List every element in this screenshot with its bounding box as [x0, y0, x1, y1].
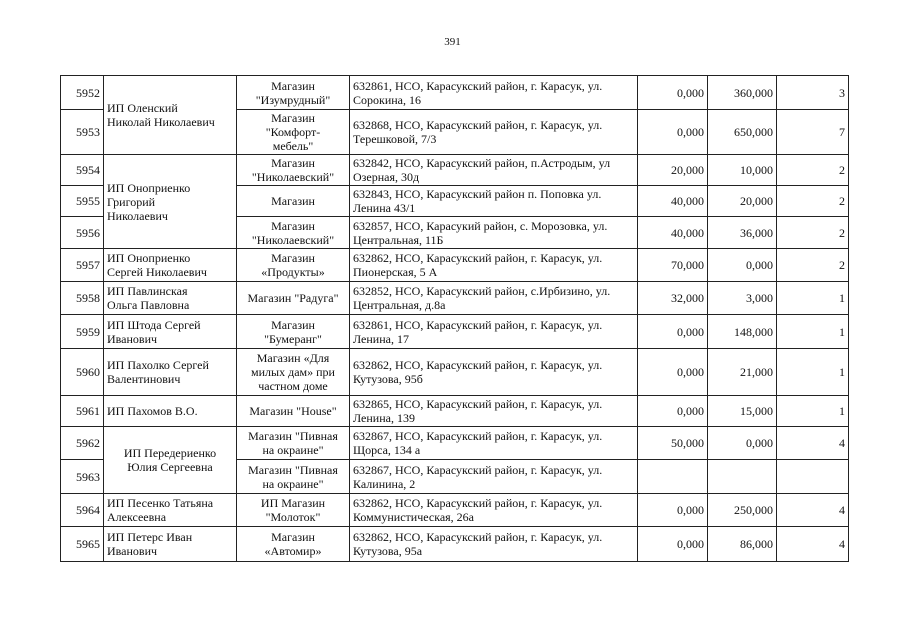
value-1: 0,000	[638, 315, 708, 349]
row-number: 5953	[61, 110, 104, 155]
value-3: 1	[777, 396, 849, 427]
value-3: 1	[777, 315, 849, 349]
object-name: Магазин "Николаевский"	[237, 217, 350, 249]
object-address: 632857, НСО, Карасукий район, с. Морозовка, ул. Центральная, 11Б	[350, 217, 638, 249]
row-number: 5962	[61, 427, 104, 460]
value-1: 0,000	[638, 110, 708, 155]
value-2: 360,000	[708, 76, 777, 110]
row-number: 5952	[61, 76, 104, 110]
owner-name: ИП Оноприенко Сергей Николаевич	[104, 249, 237, 282]
object-name: Магазин "Пивная на окраине"	[237, 460, 350, 494]
value-1: 32,000	[638, 282, 708, 315]
object-address: 632862, НСО, Карасукский район, г. Карасук, ул. Пионерская, 5 А	[350, 249, 638, 282]
row-number: 5956	[61, 217, 104, 249]
value-3: 1	[777, 349, 849, 396]
value-2: 650,000	[708, 110, 777, 155]
value-1: 0,000	[638, 527, 708, 562]
table-row	[61, 315, 849, 349]
owner-name: ИП Оноприенко Григорий Николаевич	[104, 155, 237, 249]
shops-registry-table	[60, 75, 849, 562]
value-3	[777, 460, 849, 494]
owner-name: ИП Передериенко Юлия Сергеевна	[104, 427, 237, 494]
table-row	[61, 282, 849, 315]
object-address: 632842, НСО, Карасукский район, п.Астродым, ул Озерная, 30д	[350, 155, 638, 186]
value-2: 0,000	[708, 427, 777, 460]
value-1: 50,000	[638, 427, 708, 460]
object-name: Магазин "Комфорт- мебель"	[237, 110, 350, 155]
value-2: 21,000	[708, 349, 777, 396]
object-name: Магазин «Для милых дам» при частном доме	[237, 349, 350, 396]
object-name: ИП Магазин "Молоток"	[237, 494, 350, 527]
table-row	[61, 494, 849, 527]
value-2: 0,000	[708, 249, 777, 282]
owner-name: ИП Штода Сергей Иванович	[104, 315, 237, 349]
object-name: Магазин "House"	[237, 396, 350, 427]
object-name: Магазин "Николаевский"	[237, 155, 350, 186]
object-address: 632861, НСО, Карасукский район, г. Карасук, ул. Сорокина, 16	[350, 76, 638, 110]
object-name: Магазин "Пивная на окраине"	[237, 427, 350, 460]
value-3: 3	[777, 76, 849, 110]
object-address: 632865, НСО, Карасукский район, г. Карасук, ул. Ленина, 139	[350, 396, 638, 427]
value-2: 148,000	[708, 315, 777, 349]
object-address: 632861, НСО, Карасукский район, г. Карасук, ул. Ленина, 17	[350, 315, 638, 349]
object-name: Магазин «Продукты»	[237, 249, 350, 282]
table-row	[61, 396, 849, 427]
row-number: 5961	[61, 396, 104, 427]
owner-name: ИП Оленский Николай Николаевич	[104, 76, 237, 155]
value-1: 40,000	[638, 186, 708, 217]
value-2: 36,000	[708, 217, 777, 249]
owner-name: ИП Пахолко Сергей Валентинович	[104, 349, 237, 396]
object-address: 632862, НСО, Карасукский район, г. Карасук, ул. Кутузова, 95а	[350, 527, 638, 562]
value-3: 4	[777, 427, 849, 460]
table-row	[61, 249, 849, 282]
value-2: 20,000	[708, 186, 777, 217]
table-row	[61, 349, 849, 396]
value-3: 2	[777, 249, 849, 282]
value-2	[708, 460, 777, 494]
row-number: 5954	[61, 155, 104, 186]
object-address: 632867, НСО, Карасукский район, г. Карасук, ул. Щорса, 134 а	[350, 427, 638, 460]
value-2: 86,000	[708, 527, 777, 562]
value-1: 0,000	[638, 76, 708, 110]
value-1: 0,000	[638, 349, 708, 396]
row-number: 5963	[61, 460, 104, 494]
object-address: 632868, НСО, Карасукский район, г. Карасук, ул. Терешковой, 7/3	[350, 110, 638, 155]
value-1: 70,000	[638, 249, 708, 282]
row-number: 5955	[61, 186, 104, 217]
object-address: 632843, НСО, Карасукский район п. Поповка ул. Ленина 43/1	[350, 186, 638, 217]
table-row	[61, 76, 849, 110]
value-3: 4	[777, 527, 849, 562]
value-1: 20,000	[638, 155, 708, 186]
owner-name: ИП Песенко Татьяна Алексеевна	[104, 494, 237, 527]
object-name: Магазин "Бумеранг"	[237, 315, 350, 349]
row-number: 5958	[61, 282, 104, 315]
row-number: 5959	[61, 315, 104, 349]
value-1: 0,000	[638, 396, 708, 427]
row-number: 5965	[61, 527, 104, 562]
row-number: 5957	[61, 249, 104, 282]
object-name: Магазин "Радуга"	[237, 282, 350, 315]
object-address: 632852, НСО, Карасукский район, с.Ирбизино, ул. Центральная, д.8а	[350, 282, 638, 315]
object-address: 632862, НСО, Карасукский район, г. Карасук, ул. Кутузова, 95б	[350, 349, 638, 396]
table-row	[61, 527, 849, 562]
value-2: 15,000	[708, 396, 777, 427]
object-address: 632862, НСО, Карасукский район, г. Карасук, ул. Коммунистическая, 26а	[350, 494, 638, 527]
value-1	[638, 460, 708, 494]
value-3: 4	[777, 494, 849, 527]
value-2: 250,000	[708, 494, 777, 527]
object-name: Магазин "Изумрудный"	[237, 76, 350, 110]
table-row	[61, 155, 849, 186]
value-1: 40,000	[638, 217, 708, 249]
object-name: Магазин «Автомир»	[237, 527, 350, 562]
value-1: 0,000	[638, 494, 708, 527]
value-3: 2	[777, 217, 849, 249]
value-3: 7	[777, 110, 849, 155]
row-number: 5960	[61, 349, 104, 396]
value-3: 1	[777, 282, 849, 315]
row-number: 5964	[61, 494, 104, 527]
value-2: 10,000	[708, 155, 777, 186]
table-row	[61, 427, 849, 460]
owner-name: ИП Пахомов В.О.	[104, 396, 237, 427]
page-number: 391	[444, 36, 461, 48]
object-address: 632867, НСО, Карасукский район, г. Карасук, ул. Калинина, 2	[350, 460, 638, 494]
value-2: 3,000	[708, 282, 777, 315]
owner-name: ИП Павлинская Ольга Павловна	[104, 282, 237, 315]
value-3: 2	[777, 155, 849, 186]
owner-name: ИП Петерс Иван Иванович	[104, 527, 237, 562]
value-3: 2	[777, 186, 849, 217]
object-name: Магазин	[237, 186, 350, 217]
